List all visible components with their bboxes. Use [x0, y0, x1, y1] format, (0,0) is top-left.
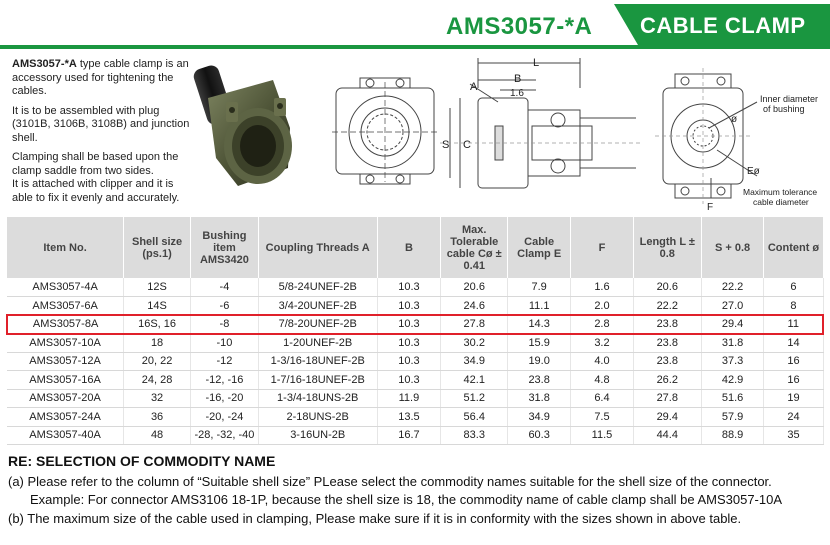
table-cell: 13.5 — [377, 408, 441, 427]
header-rule — [0, 45, 830, 49]
table-cell: 10.3 — [377, 278, 441, 297]
table-cell: -8 — [190, 315, 258, 334]
dim-label-S: S — [442, 139, 450, 151]
table-cell: -20, -24 — [190, 408, 258, 427]
table-cell: 14.3 — [508, 315, 571, 334]
label-inner-diameter: Inner diameter — [760, 94, 819, 104]
description-intro-text: type cable clamp is an accessory used for tightening the cables. — [12, 58, 189, 97]
table-cell: 42.9 — [701, 371, 764, 390]
table-cell: 29.4 — [633, 408, 701, 427]
table-cell: -6 — [190, 297, 258, 316]
dim-label-L: L — [533, 58, 540, 69]
product-description — [12, 58, 194, 211]
column-header: Length L ± 0.8 — [633, 217, 701, 278]
notes-heading: RE: SELECTION OF COMMODITY NAME — [8, 453, 276, 469]
table-row — [7, 371, 823, 390]
table-cell: -12 — [190, 352, 258, 371]
table-cell: 22.2 — [701, 278, 764, 297]
table-cell: 27.8 — [441, 315, 508, 334]
table-cell: 10.3 — [377, 334, 441, 353]
note-b: (b) The maximum size of the cable used in clamping, Please make sure if it is in conformity with the sizes shown in above table. — [8, 510, 742, 526]
table-cell: 11.9 — [377, 389, 441, 408]
table-cell: 23.8 — [633, 352, 701, 371]
spec-table — [6, 217, 824, 445]
side-view-drawing — [440, 58, 640, 208]
table-cell: 1-3/4-18UNS-2B — [258, 389, 377, 408]
table-cell: AMS3057-16A — [7, 371, 124, 390]
table-cell: 3.2 — [571, 334, 634, 353]
column-header: Max. Tolerable cable Cø ± 0.41 — [441, 217, 508, 278]
table-cell: 4.8 — [571, 371, 634, 390]
dim-label-A: A — [470, 81, 478, 93]
table-cell: 16.7 — [377, 426, 441, 445]
table-cell: 24.6 — [441, 297, 508, 316]
table-cell: 35 — [764, 426, 823, 445]
table-cell: 24 — [764, 408, 823, 427]
table-row — [7, 426, 823, 445]
description-assembly: It is to be assembled with plug (3101B, 3106B, 3108B) and junction shell. — [12, 104, 190, 144]
table-cell: 19 — [764, 389, 823, 408]
column-header: Cable Clamp E — [508, 217, 571, 278]
column-header: Content ø — [764, 217, 823, 278]
table-cell: 31.8 — [508, 389, 571, 408]
spec-table-body — [7, 278, 823, 445]
table-cell: 2.8 — [571, 315, 634, 334]
table-cell: 10.3 — [377, 315, 441, 334]
table-cell: 23.8 — [508, 371, 571, 390]
table-cell: 1-20UNEF-2B — [258, 334, 377, 353]
table-cell: 42.1 — [441, 371, 508, 390]
dim-label-C: C — [463, 139, 471, 151]
table-cell: 10.3 — [377, 371, 441, 390]
table-cell: 36 — [124, 408, 191, 427]
description-intro — [12, 58, 194, 99]
table-cell: 15.9 — [508, 334, 571, 353]
end-view-drawing — [645, 58, 825, 210]
table-cell: -16, -20 — [190, 389, 258, 408]
column-header: B — [377, 217, 441, 278]
category-banner-label: CABLE CLAMP — [640, 13, 806, 38]
dim-label-1-6: 1.6 — [510, 88, 524, 99]
table-cell: -12, -16 — [190, 371, 258, 390]
column-header: Shell size (ps.1) — [124, 217, 191, 278]
label-E-phi: Eø — [747, 166, 760, 177]
table-row — [7, 297, 823, 316]
table-row — [7, 352, 823, 371]
label-phi: ø — [731, 114, 738, 125]
table-cell: 27.8 — [633, 389, 701, 408]
table-cell: 7/8-20UNEF-2B — [258, 315, 377, 334]
label-max-tolerance: Maximum tolerance — [743, 187, 818, 197]
table-cell: -4 — [190, 278, 258, 297]
table-cell: 22.2 — [633, 297, 701, 316]
model-title: AMS3057-*A — [446, 13, 593, 40]
table-cell: -28, -32, -40 — [190, 426, 258, 445]
table-cell: 20, 22 — [124, 352, 191, 371]
table-cell: 12S — [124, 278, 191, 297]
column-header: F — [571, 217, 634, 278]
table-cell: AMS3057-6A — [7, 297, 124, 316]
table-cell: 8 — [764, 297, 823, 316]
label-of-bushing: of bushing — [763, 104, 805, 114]
table-cell: 16 — [764, 352, 823, 371]
table-cell: 3/4-20UNEF-2B — [258, 297, 377, 316]
table-cell: AMS3057-10A — [7, 334, 124, 353]
table-cell: 16S, 16 — [124, 315, 191, 334]
table-cell: 2.0 — [571, 297, 634, 316]
description-attachment: It is attached with clipper and it is able to fix it evenly and accurately. — [12, 178, 180, 204]
table-cell: 37.3 — [701, 352, 764, 371]
table-cell: 27.0 — [701, 297, 764, 316]
table-cell: AMS3057-4A — [7, 278, 124, 297]
table-cell: 11.1 — [508, 297, 571, 316]
table-cell: 51.2 — [441, 389, 508, 408]
table-cell: 6 — [764, 278, 823, 297]
table-cell: 11.5 — [571, 426, 634, 445]
table-cell: 14S — [124, 297, 191, 316]
table-cell: -10 — [190, 334, 258, 353]
table-cell: 23.8 — [633, 334, 701, 353]
table-cell: AMS3057-40A — [7, 426, 124, 445]
table-cell: 14 — [764, 334, 823, 353]
table-cell: 18 — [124, 334, 191, 353]
table-cell: 34.9 — [441, 352, 508, 371]
table-cell: 60.3 — [508, 426, 571, 445]
note-a: (a) Please refer to the column of “Suitable shell size” PLease select the commodity names suitable for the shell size of the connector. — [8, 473, 772, 489]
description-model: AMS3057-*A — [12, 58, 77, 70]
table-cell: 1-3/16-18UNEF-2B — [258, 352, 377, 371]
table-row — [7, 278, 823, 297]
table-cell: 3-16UN-2B — [258, 426, 377, 445]
table-cell: 6.4 — [571, 389, 634, 408]
column-header: Coupling Threads A — [258, 217, 377, 278]
front-view-drawing — [330, 58, 440, 203]
table-row — [7, 334, 823, 353]
spec-table-head — [7, 217, 823, 278]
table-row — [7, 389, 823, 408]
table-row-highlighted — [7, 315, 823, 334]
column-header: Item No. — [7, 217, 124, 278]
selection-notes — [8, 452, 826, 528]
table-cell: 44.4 — [633, 426, 701, 445]
table-cell: 88.9 — [701, 426, 764, 445]
label-F: F — [707, 202, 714, 210]
table-cell: 4.0 — [571, 352, 634, 371]
table-cell: AMS3057-20A — [7, 389, 124, 408]
table-cell: 16 — [764, 371, 823, 390]
column-header: Bushing item AMS3420 — [190, 217, 258, 278]
table-cell: 29.4 — [701, 315, 764, 334]
table-cell: 23.8 — [633, 315, 701, 334]
table-cell: 11 — [764, 315, 823, 334]
table-cell: 20.6 — [441, 278, 508, 297]
table-cell: 2-18UNS-2B — [258, 408, 377, 427]
description-clamping: Clamping shall be based upon the clamp saddle from two sides. — [12, 151, 179, 177]
table-cell: AMS3057-24A — [7, 408, 124, 427]
table-cell: 83.3 — [441, 426, 508, 445]
table-cell: 51.6 — [701, 389, 764, 408]
table-cell: 7.9 — [508, 278, 571, 297]
note-example: Example: For connector AMS3106 18-1P, because the shell size is 18, the commodity name of cable clamp shall be AMS3057-10A — [30, 492, 783, 507]
column-header: S + 0.8 — [701, 217, 764, 278]
product-photo — [178, 58, 303, 203]
table-cell: 10.3 — [377, 352, 441, 371]
table-cell: 7.5 — [571, 408, 634, 427]
table-cell: AMS3057-12A — [7, 352, 124, 371]
table-cell: 56.4 — [441, 408, 508, 427]
table-cell: 1.6 — [571, 278, 634, 297]
table-cell: 10.3 — [377, 297, 441, 316]
table-cell: 24, 28 — [124, 371, 191, 390]
table-cell: 31.8 — [701, 334, 764, 353]
table-cell: 5/8-24UNEF-2B — [258, 278, 377, 297]
table-cell: 32 — [124, 389, 191, 408]
dim-label-B: B — [514, 73, 522, 85]
table-row — [7, 408, 823, 427]
table-cell: 30.2 — [441, 334, 508, 353]
table-cell: 1-7/16-18UNEF-2B — [258, 371, 377, 390]
table-cell: 34.9 — [508, 408, 571, 427]
table-cell: 26.2 — [633, 371, 701, 390]
table-cell: AMS3057-8A — [7, 315, 124, 334]
label-cable-diameter: cable diameter — [753, 197, 809, 207]
table-cell: 48 — [124, 426, 191, 445]
table-cell: 20.6 — [633, 278, 701, 297]
table-cell: 19.0 — [508, 352, 571, 371]
table-cell: 57.9 — [701, 408, 764, 427]
